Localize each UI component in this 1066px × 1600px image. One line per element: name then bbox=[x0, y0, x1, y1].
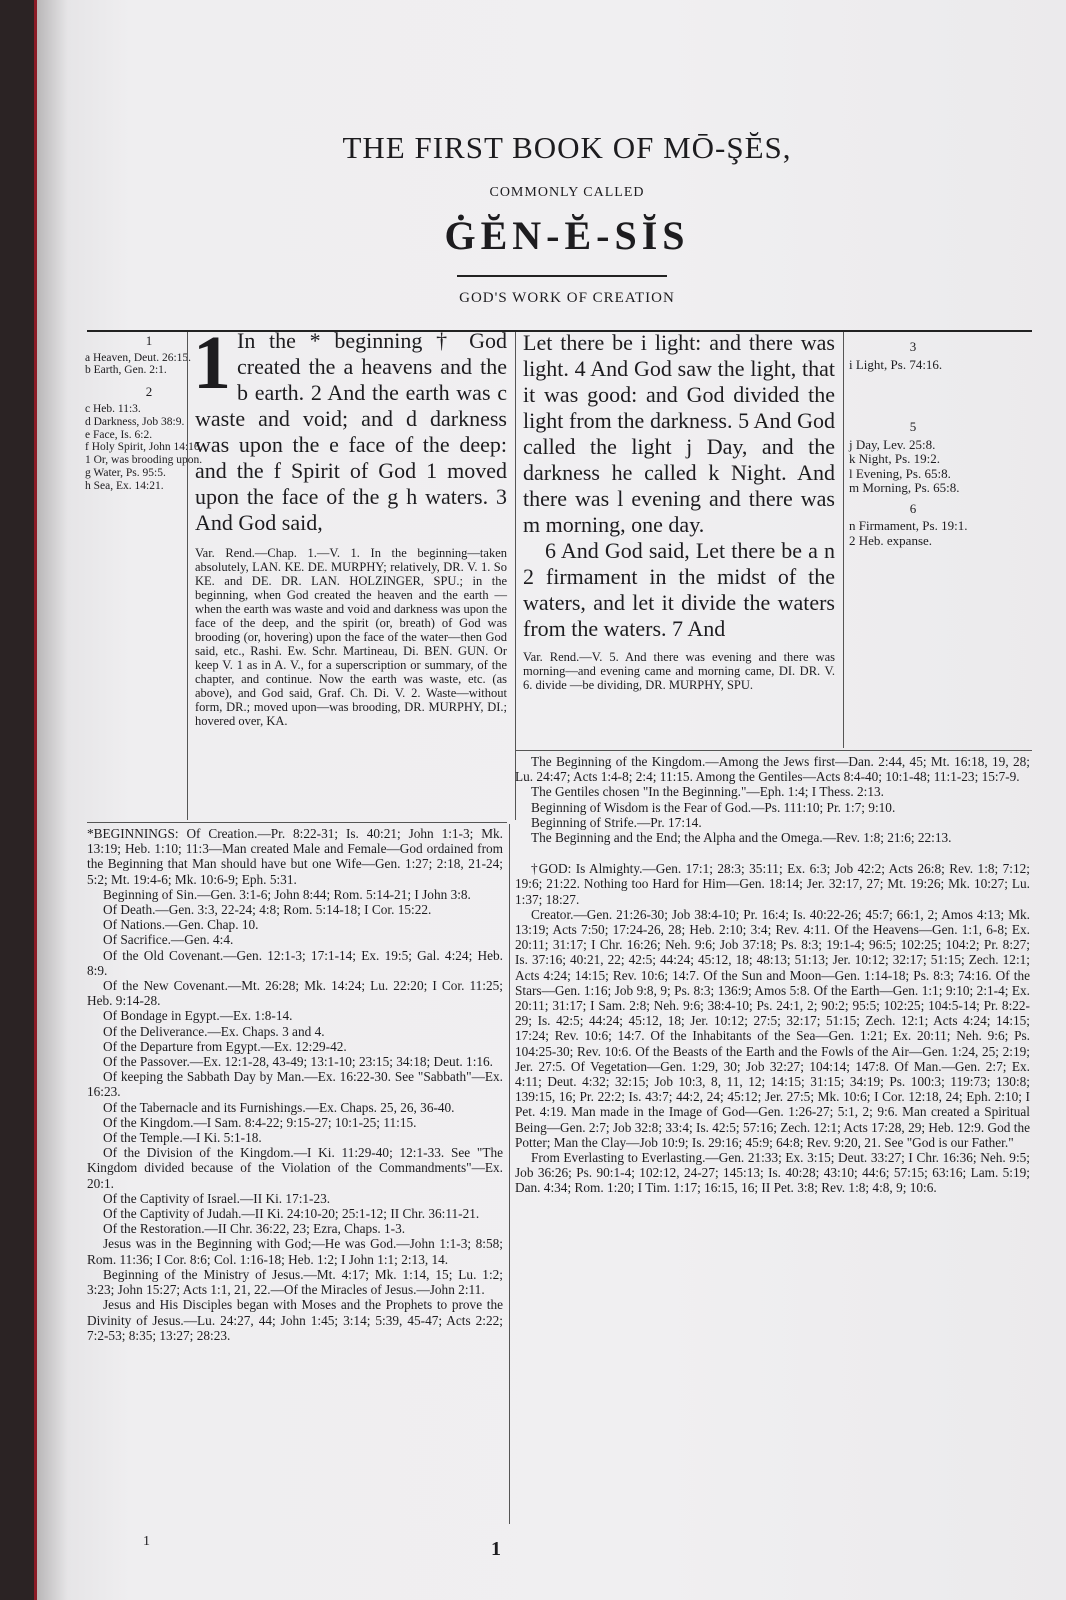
note-entry: Of the Deliverance.—Ex. Chaps. 3 and 4. bbox=[103, 1023, 325, 1039]
page-number: 1 bbox=[491, 1538, 501, 1560]
variant-renderings: Var. Rend.—Chap. 1.—V. 1. In the beginning—taken absolutely, LAN. KE. DE. MURPHY; relatively, DR. V. 1. So KE. and DE. DR. LAN. HOLZINGER, SPU.; in the beginning, when God created the heaven and the earth — when the earth was waste and void and darkness was upon the face of the deep, and the spirit (or, breath) of God was brooding (or, hovering) upon the face of the water—then God said, etc., Rashi. Ew. Schr. Martineau, Di. BEN. GUN. Or keep V. 1 as in A. V., for a superscription or summary, of the chapter, and continue. Now the earth was waste, etc. (as above), and God said, Graf. Ch. Di. V. 2. Waste—without form, DR.; moved upon—was brooding, DR. MURPHY, DI.; hovered over, KA. bbox=[195, 546, 507, 728]
note-entry: The Beginning of the Kingdom.—Among the Jews first—Dan. 2:44, 45; Mt. 16:18, 19, 28; Lu. 24:47; Acts 1:4-8; 2:4; 11:15. Among the Gentiles—Acts 8:4-40; 10:1-48; 11:1-23; 15:7-9. bbox=[515, 754, 1030, 785]
margin-ref: d Darkness, Job 38:9. bbox=[85, 415, 185, 428]
signature-mark: 1 bbox=[143, 1534, 150, 1549]
notes-rule-left bbox=[87, 822, 507, 823]
note-entry: Of the Restoration.—II Chr. 36:22, 23; Ezra, Chaps. 1-3. bbox=[103, 1221, 406, 1237]
verse-text: 1 In the * beginning † God created the a heavens and the b earth. 2 And the earth was c waste and void; and d darkness was upon the e face of the deep: and the f Spirit of God 1 moved upon the face of the g h waters. 3 And God said, bbox=[193, 321, 507, 535]
topical-notes-right bbox=[515, 754, 1030, 1196]
topical-notes-left bbox=[87, 826, 503, 1343]
note-entry: Of the Captivity of Judah.—II Ki. 24:10-20; 25:1-12; II Chr. 36:11-21. bbox=[103, 1206, 480, 1222]
book-page bbox=[34, 0, 1066, 1600]
note-entry: Of the Departure from Egypt.—Ex. 12:29-42. bbox=[103, 1038, 347, 1054]
margin-ref: m Morning, Ps. 65:8. bbox=[849, 480, 960, 496]
margin-ref: a Heaven, Deut. 26:15. bbox=[85, 351, 192, 364]
scripture-column-2 bbox=[523, 330, 835, 692]
right-margin-refs bbox=[849, 338, 977, 548]
column-divider bbox=[187, 332, 188, 820]
note-entry: Of the Division of the Kingdom.—I Ki. 11:29-40; 12:1-33. See "The Kingdom divided because of the Violation of the Commandments"—Ex. 20:1. bbox=[87, 1145, 503, 1191]
note-entry: Creator.—Gen. 21:26-30; Job 38:4-10; Pr. 16:4; Is. 40:22-26; 45:7; 66:1, 2; Amos 4:13; Mk. 13:19; Acts 7:50; 17:24-26, 28; Heb. 2:10; 3:4; Rev. 4:11. Of the Heavens—Gen. 1:1, 6-8; Ex. 20:11; 31:17; I Chr. 16:26; Neh. 9:6; Job 37:18; Ps. 8:3; 19:1-4; 96:5; 102:25; 104:2; Pr. 8:27; Is. 37:16; 40:21, 22; 42:5; 44:24; 45:12, 18; 48:13; 51:13; Jer. 10:12; 32:17; 51:15; Zech. 12:1; Acts 4:24; 14:15; Rev. 10:6; 14:7. Of the Sun and Moon—Gen. 1:14-18; Ps. 8:3; 74:16. Of the Stars—Gen. 1:16; Job 9:8, 9; Ps. 8:3; 136:9; Amos 5:8. Of the Earth—Gen. 1:1; 9:10; 2:1-4; Ex. 20:11; 31:17; I Sam. 2:8; Neh. 9:6; 38:4-10; Ps. 24:1, 2; 90:2; 95:5; 102:25; 104:5-14; Pr. 8:22-29; Is. 42:5; 44:24; 45:12, 18; Jer. 10:12; 27:5; 32:17; 51:15; Zech. 12:1; Acts 4:24; 14:15; 17:24; Rev. 10:6; 14:7. Of the Inhabitants of the Sea—Gen. 1:21; Ex. 20:11; Neh. 9:6; Ps. 104:25-30; Rev. 10:6. Of the Beasts of the Earth and the Fowls of the Air—Gen. 1:24, 25; 2:19; Jer. 27:5. Of Vegetation—Gen. 1:29, 30; Job 32:27; 104:14; 147:8. Of Man.—Gen. 2:7; Ex. 4:11; Deut. 4:32; 32:15; Job 10:3, 8, 11, 12; 14:15; 31:15; 34:19; Ps. 100:3; 119:73; 130:8; 139:15, 16; Pr. 22:2; Is. 43:7; 44:2, 24; 45:12; Jer. 27:5; Mk. 10:6; I Cor. 12:18, 24; Eph. 2:10; I Pet. 4:19. Man made in the Image of God—Gen. 1:26-27; 5:1, 2; 9:6. Man created a Spiritual Being—Gen. 2:7; Job 32:8; 33:4; Is. 42:5; 57:16; Zech. 12:1; Acts 17:28, 29; Heb. 12:9. God the Potter; Man the Clay—Job 10:9; Is. 29:16; 45:9; 64:8; Rev. 9:20, 21. See "God is our Father." bbox=[515, 906, 1030, 1150]
column-divider bbox=[515, 332, 516, 820]
note-entry: Beginning of Sin.—Gen. 3:1-6; John 8:44; Rom. 5:14-21; I John 3:8. bbox=[103, 886, 471, 902]
margin-chapter-number: 1 bbox=[145, 333, 153, 348]
note-entry: Jesus and His Disciples began with Moses and the Prophets to prove the Divinity of Jesus.—Lu. 24:27, 44; John 1:45; 3:14; 5:39, 45-47; Acts 2:22; 7:2-53; 8:35; 13:27; 28:23. bbox=[87, 1297, 503, 1343]
note-entry: Of the New Covenant.—Mt. 26:28; Mk. 14:24; Lu. 22:20; I Cor. 11:25; Heb. 9:14-28. bbox=[87, 978, 503, 1009]
note-entry: *BEGINNINGS: Of Creation.—Pr. 8:22-31; Is. 40:21; John 1:1-3; Mk. 13:19; Heb. 1:10; 11:3—Man created Male and Female—God ordained from the Beginning that Man should have but one Wife—Gen. 1:27; 2:18, 21-24; 5:2; Mt. 19:4-6; Mk. 10:6-9; Eph. 5:31. bbox=[87, 826, 503, 887]
margin-verse-number: 5 bbox=[909, 419, 917, 435]
margin-verse-number: 3 bbox=[909, 339, 917, 354]
margin-ref: n Firmament, Ps. 19:1. bbox=[849, 518, 968, 534]
note-entry: Of Bondage in Egypt.—Ex. 1:8-14. bbox=[103, 1008, 293, 1024]
margin-ref: c Heb. 11:3. bbox=[85, 402, 141, 415]
note-entry: The Beginning and the End; the Alpha and the Omega.—Rev. 1:8; 21:6; 22:13. bbox=[531, 830, 952, 846]
verse-text: Let there be i light: and there was light. 4 And God saw the light, that it was good: and God divided the light from the darkness. 5 And God called the light j Day, and the darkness he called k Night. And there was l evening and there was m morning, one day. bbox=[523, 330, 835, 537]
margin-verse-number: 6 bbox=[909, 500, 917, 516]
book-title: THE FIRST BOOK OF MŌ-ŞĔS, bbox=[342, 130, 792, 165]
note-entry: Of the Temple.—I Ki. 5:1-18. bbox=[103, 1130, 262, 1146]
margin-ref: 2 Heb. expanse. bbox=[849, 532, 933, 548]
book-name: ĠĔN-Ĕ-SĬS bbox=[444, 213, 690, 258]
title-rule bbox=[457, 275, 667, 277]
note-entry: Of Nations.—Gen. Chap. 10. bbox=[103, 917, 259, 933]
note-entry: Of the Captivity of Israel.—II Ki. 17:1-23. bbox=[103, 1190, 331, 1206]
scripture-column-1 bbox=[193, 321, 507, 728]
note-entry: Of the Kingdom.—I Sam. 8:4-22; 9:15-27; 10:1-25; 11:15. bbox=[103, 1114, 417, 1130]
margin-ref: g Water, Ps. 95:5. bbox=[85, 467, 166, 480]
note-entry: Jesus was in the Beginning with God;—He was God.—John 1:1-3; 8:58; Rom. 11:36; I Cor. 8:6; Col. 1:16-18; Heb. 1:2; I John 1:1; 2:13, 14. bbox=[87, 1236, 503, 1267]
note-entry: From Everlasting to Everlasting.—Gen. 21:33; Ex. 3:15; Deut. 33:27; I Chr. 16:36; Neh. 9:5; Job 36:26; Ps. 90:1-4; 102:12, 24-27; 145:13; Is. 40:28; 43:10; 44:6; 57:15; 63:16; Lam. 5:19; Dan. 4:34; Rom. 1:20; I Tim. 1:17; 16:15, 16; II Pet. 3:8; Rev. 1:8; 4:8, 9; 10:6. bbox=[515, 1150, 1030, 1196]
note-entry: Of Sacrifice.—Gen. 4:4. bbox=[103, 932, 234, 948]
margin-ref: b Earth, Gen. 2:1. bbox=[85, 364, 167, 377]
margin-ref: j Day, Lev. 25:8. bbox=[849, 436, 936, 452]
note-entry: Of the Old Covenant.—Gen. 12:1-3; 17:1-14; Ex. 19:5; Gal. 4:24; Heb. 8:9. bbox=[87, 947, 503, 978]
note-entry: Beginning of the Ministry of Jesus.—Mt. 4:17; Mk. 1:14, 15; Lu. 1:2; 3:23; John 15:27; Acts 1:1, 21, 22.—Of the Miracles of Jesus.—John 2:11. bbox=[87, 1266, 503, 1298]
note-entry: †GOD: Is Almighty.—Gen. 17:1; 28:3; 35:11; Ex. 6:3; Job 42:2; Acts 26:8; Rev. 1:8; 7:12; 19:6; 21:22. Nothing too Hard for Him—Gen. 18:14; Jer. 32:17, 27; Mt. 19:26; Mk. 10:27; Lu. 1:37; 18:27. bbox=[515, 861, 1030, 907]
margin-verse-number: 2 bbox=[145, 384, 153, 400]
column-divider bbox=[843, 332, 844, 748]
verse-text: 6 And God said, Let there be a n 2 firmament in the midst of the waters, and let it divide the waters from the waters. 7 And bbox=[523, 538, 835, 641]
margin-ref: h Sea, Ex. 14:21. bbox=[85, 480, 164, 493]
note-entry: Of the Tabernacle and its Furnishings.—Ex. Chaps. 25, 26, 36-40. bbox=[103, 1099, 455, 1115]
margin-ref: e Face, Is. 6:2. bbox=[85, 428, 153, 441]
commonly-called-label: COMMONLY CALLED bbox=[489, 185, 645, 200]
note-entry: Of the Passover.—Ex. 12:1-28, 43-49; 13:1-10; 23:15; 34:18; Deut. 1:16. bbox=[103, 1054, 494, 1070]
margin-ref: i Light, Ps. 74:16. bbox=[849, 356, 943, 372]
note-entry: Of Death.—Gen. 3:3, 22-24; 4:8; Rom. 5:14-18; I Cor. 15:22. bbox=[103, 902, 432, 918]
note-entry: The Gentiles chosen "In the Beginning."—Eph. 1:4; I Thess. 2:13. bbox=[531, 784, 884, 800]
section-heading: GOD'S WORK OF CREATION bbox=[459, 290, 675, 306]
chapter-drop-cap: 1 bbox=[193, 321, 231, 405]
margin-ref: k Night, Ps. 19:2. bbox=[849, 451, 941, 467]
margin-ref: f Holy Spirit, John 14:16. bbox=[85, 441, 203, 454]
note-entry: Beginning of Strife.—Pr. 17:14. bbox=[531, 814, 702, 830]
note-entry: Beginning of Wisdom is the Fear of God.—Ps. 111:10; Pr. 1:7; 9:10. bbox=[531, 799, 896, 815]
note-entry: Of keeping the Sabbath Day by Man.—Ex. 16:22-30. See "Sabbath"—Ex. 16:23. bbox=[87, 1069, 503, 1100]
notes-divider bbox=[509, 824, 510, 1524]
margin-ref: l Evening, Ps. 65:8. bbox=[849, 465, 951, 481]
notes-rule-right bbox=[515, 750, 1032, 751]
margin-ref: 1 Or, was brooding upon. bbox=[85, 454, 203, 467]
variant-renderings: Var. Rend.—V. 5. And there was evening and there was morning—and evening came and morning came, DI. DR. V. 6. divide —be dividing, DR. MURPHY, SPU. bbox=[523, 650, 835, 692]
